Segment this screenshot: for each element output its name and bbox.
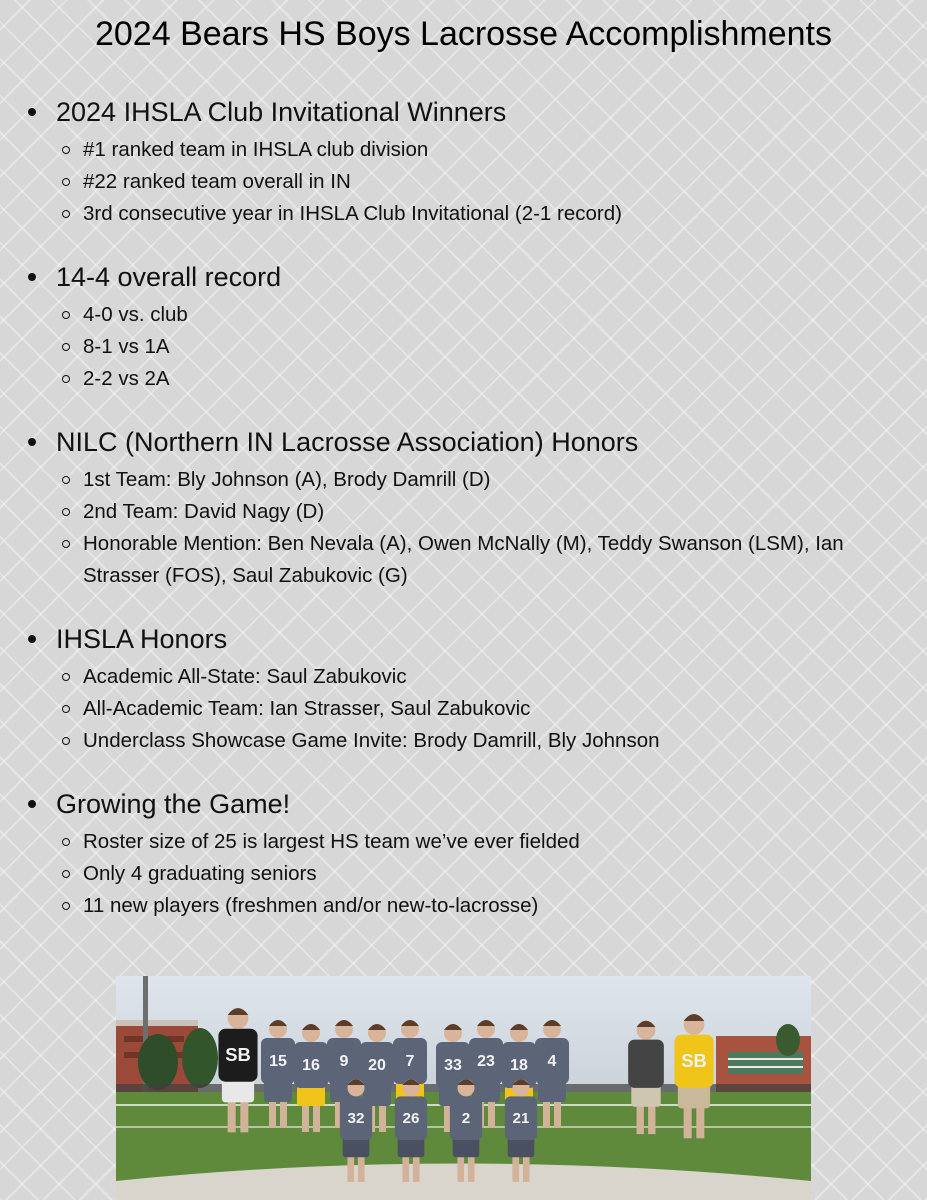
circle-bullet-icon (62, 178, 70, 186)
list-item: 3rd consecutive year in IHSLA Club Invitational (2-1 record) (24, 198, 903, 230)
section-heading (24, 259, 904, 295)
jersey-number: 20 (368, 1057, 386, 1074)
jersey-number: 9 (339, 1053, 349, 1070)
jersey-number: 23 (477, 1053, 495, 1070)
team-photo (116, 976, 811, 1200)
section-heading (24, 786, 904, 822)
circle-bullet-icon (62, 902, 70, 910)
section-heading-text: NILC (Northern IN Lacrosse Association) Honors (56, 427, 639, 457)
circle-bullet-icon (62, 343, 70, 351)
coach-right (628, 1040, 664, 1088)
list-item: Roster size of 25 is largest HS team we’ve ever fielded (24, 826, 903, 858)
list-item: #22 ranked team overall in IN (24, 166, 903, 198)
circle-bullet-icon (62, 311, 70, 319)
section-heading-text: 14-4 overall record (56, 262, 282, 292)
jersey-number: 21 (512, 1110, 530, 1127)
bullet-icon (28, 438, 36, 446)
jersey-number: 16 (302, 1057, 320, 1074)
jersey-number: 4 (547, 1053, 557, 1070)
circle-bullet-icon (62, 737, 70, 745)
jersey-number: 33 (444, 1057, 462, 1074)
accomplishments-list (24, 94, 904, 951)
circle-bullet-icon (62, 870, 70, 878)
jersey-number: 32 (347, 1110, 365, 1127)
jersey-number: 7 (405, 1053, 415, 1070)
section-club-invitational (24, 94, 904, 230)
team-photo-illustration (116, 976, 811, 1200)
circle-bullet-icon (62, 146, 70, 154)
page-title: 2024 Bears HS Boys Lacrosse Accomplishments (94, 15, 832, 53)
circle-bullet-icon (62, 673, 70, 681)
list-item: 4-0 vs. club (24, 299, 903, 331)
circle-bullet-icon (62, 705, 70, 713)
list-item: 8-1 vs 1A (24, 331, 903, 363)
circle-bullet-icon (62, 476, 70, 484)
jersey-number: 15 (269, 1053, 287, 1070)
bullet-icon (28, 635, 36, 643)
circle-bullet-icon (62, 210, 70, 218)
section-heading (24, 424, 904, 460)
circle-bullet-icon (62, 838, 70, 846)
section-heading (24, 621, 904, 657)
section-heading (24, 94, 904, 130)
list-item: #1 ranked team in IHSLA club division (24, 134, 903, 166)
list-item: 11 new players (freshmen and/or new-to-lacrosse) (24, 890, 903, 922)
list-item: 2-2 vs 2A (24, 363, 903, 395)
list-item: 2nd Team: David Nagy (D) (24, 496, 903, 528)
section-ihsla-honors (24, 621, 904, 757)
list-item: Underclass Showcase Game Invite: Brody Damrill, Bly Johnson (24, 725, 903, 757)
section-heading-text: IHSLA Honors (56, 624, 228, 654)
section-growing-the-game (24, 786, 904, 922)
bullet-icon (28, 273, 36, 281)
section-overall-record (24, 259, 904, 395)
circle-bullet-icon (62, 508, 70, 516)
circle-bullet-icon (62, 375, 70, 383)
section-nilc-honors (24, 424, 904, 592)
bleachers (728, 1052, 803, 1074)
jersey-number: 2 (461, 1110, 471, 1127)
circle-bullet-icon (62, 540, 70, 548)
jersey-number: SB (225, 1044, 251, 1065)
jersey-number: SB (681, 1050, 707, 1071)
list-item: Only 4 graduating seniors (24, 858, 903, 890)
tree (138, 1034, 178, 1090)
section-heading-text: 2024 IHSLA Club Invitational Winners (56, 97, 507, 127)
section-heading-text: Growing the Game! (56, 789, 291, 819)
bullet-icon (28, 800, 36, 808)
list-item: All-Academic Team: Ian Strasser, Saul Zabukovic (24, 693, 903, 725)
jersey-number: 26 (402, 1110, 420, 1127)
tree (182, 1028, 218, 1088)
list-item: Academic All-State: Saul Zabukovic (24, 661, 903, 693)
jersey-number: 18 (510, 1057, 528, 1074)
list-item: Honorable Mention: Ben Nevala (A), Owen McNally (M), Teddy Swanson (LSM), Ian Strasser (FOS), Saul Zabukovic (G) (24, 528, 903, 592)
list-item: 1st Team: Bly Johnson (A), Brody Damrill (D) (24, 464, 903, 496)
bullet-icon (28, 108, 36, 116)
